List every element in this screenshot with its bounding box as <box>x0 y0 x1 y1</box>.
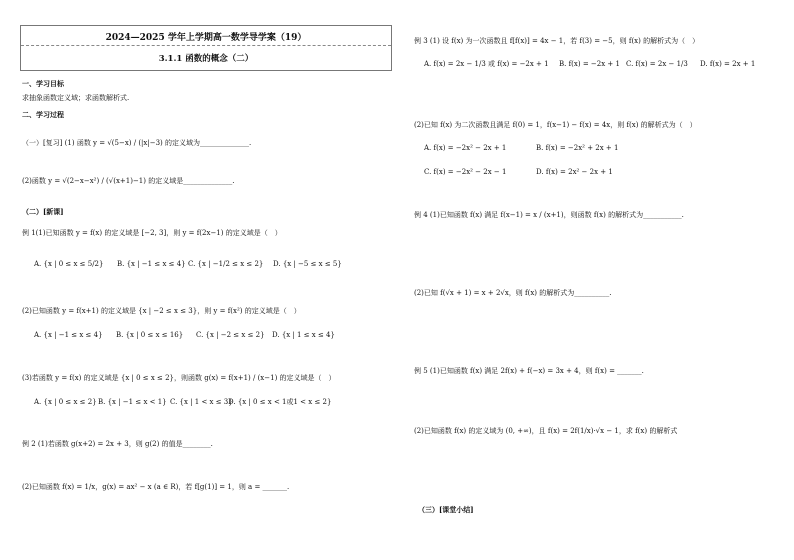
example-1-3-option-c: C. {x | 1 < x ≤ 3} <box>170 398 233 406</box>
example-1-2: (2)已知函数 y = f(x+1) 的定义域是 {x | −2 ≤ x ≤ 3}，则 y = f(x²) 的定义域是（ ） <box>22 307 301 315</box>
example-3-1: 例 3 (1) 设 f(x) 为一次函数且 f[f(x)] = 4x − 1，若 f(3) = −5，则 f(x) 的解析式为（ ） <box>414 37 700 45</box>
example-3-2-option-d: D. f(x) = 2x² − 2x + 1 <box>536 168 613 176</box>
summary-heading: （三）[课堂小结] <box>418 505 474 514</box>
example-5-1: 例 5 (1)已知函数 f(x) 满足 2f(x) + f(−x) = 3x + 4，则 f(x) = _______. <box>414 367 644 375</box>
example-1-3-option-b: B. {x | −1 ≤ x < 1} <box>98 398 167 406</box>
example-1-2-option-b: B. {x | 0 ≤ x ≤ 16} <box>116 331 184 339</box>
page-title: 2024—2025 学年上学期高一数学导学案（19） <box>105 33 307 43</box>
example-3-1-option-d: D. f(x) = 2x + 1 <box>700 60 756 68</box>
example-1-1-option-a: A. {x | 0 ≤ x ≤ 5/2} <box>34 260 104 268</box>
example-1-2-option-d: D. {x | 1 ≤ x ≤ 4} <box>272 331 335 339</box>
section-title: 3.1.1 函数的概念（二） <box>158 54 254 64</box>
new-lesson-heading: （二）[新课] <box>22 207 64 216</box>
example-1-1-option-d: D. {x | −5 ≤ x ≤ 5} <box>273 260 342 268</box>
example-3-1-option-a: A. f(x) = 2x − 1/3 或 f(x) = −2x + 1 <box>424 60 549 68</box>
example-1-1-option-c: C. {x | −1/2 ≤ x ≤ 2} <box>188 260 264 268</box>
example-3-2-option-b: B. f(x) = −2x² + 2x + 1 <box>536 144 619 152</box>
example-1-2-option-a: A. {x | −1 ≤ x ≤ 4} <box>34 331 103 339</box>
example-2-2: (2)已知函数 f(x) = 1/x，g(x) = ax² − x (a ∈ R)，若 f[g(1)] = 1，则 a = _______. <box>22 483 290 491</box>
example-3-1-option-b: B. f(x) = −2x + 1 <box>559 60 620 68</box>
learning-process-heading: 二、学习过程 <box>22 110 64 119</box>
example-1-1-option-b: B. {x | −1 ≤ x ≤ 4} <box>117 260 186 268</box>
example-2-1: 例 2 (1)若函数 g(x+2) = 2x + 3，则 g(2) 的值是________. <box>22 440 213 448</box>
example-1-3-option-a: A. {x | 0 ≤ x ≤ 2} <box>34 398 97 406</box>
example-1-1: 例 1(1)已知函数 y = f(x) 的定义域是 [−2, 3]，则 y = f(2x−1) 的定义域是（ ） <box>22 229 282 237</box>
example-3-2-option-a: A. f(x) = −2x² − 2x + 1 <box>424 144 507 152</box>
example-4-2: (2)已知 f(√x + 1) = x + 2√x，则 f(x) 的解析式为__________. <box>414 289 612 297</box>
learning-goals-heading: 一、学习目标 <box>22 79 64 88</box>
review-question-2: (2)函数 y = √(2−x−x²) / (√(x+1)−1) 的定义域是______________. <box>22 177 235 185</box>
review-question-1: （一）[复习] (1) 函数 y = √(5−x) / (|x|−3) 的定义域为______________. <box>22 139 252 147</box>
header-box <box>20 25 392 71</box>
example-1-3-option-d: D. {x | 0 ≤ x < 1或1 < x ≤ 2} <box>228 398 332 406</box>
example-1-3: (3)若函数 y = f(x) 的定义域是 {x | 0 ≤ x ≤ 2}，则函数 g(x) = f(x+1) / (x−1) 的定义域是（ ） <box>22 374 336 382</box>
example-4-1: 例 4 (1)已知函数 f(x) 满足 f(x−1) = x / (x+1)，则函数 f(x) 的解析式为___________. <box>414 211 684 219</box>
example-3-1-option-c: C. f(x) = 2x − 1/3 <box>626 60 688 68</box>
example-3-2-option-c: C. f(x) = −2x² − 2x − 1 <box>424 168 507 176</box>
example-3-2: (2)已知 f(x) 为二次函数且满足 f(0) = 1，f(x−1) − f(x) = 4x，则 f(x) 的解析式为（ ） <box>414 121 697 129</box>
example-1-2-option-c: C. {x | −2 ≤ x ≤ 2} <box>196 331 265 339</box>
example-5-2: (2)已知函数 f(x) 的定义域为 (0, +∞)，且 f(x) = 2f(1/x)·√x − 1，求 f(x) 的解析式 <box>414 427 678 435</box>
learning-goals-text: 求抽象函数定义域；求函数解析式. <box>22 94 130 102</box>
